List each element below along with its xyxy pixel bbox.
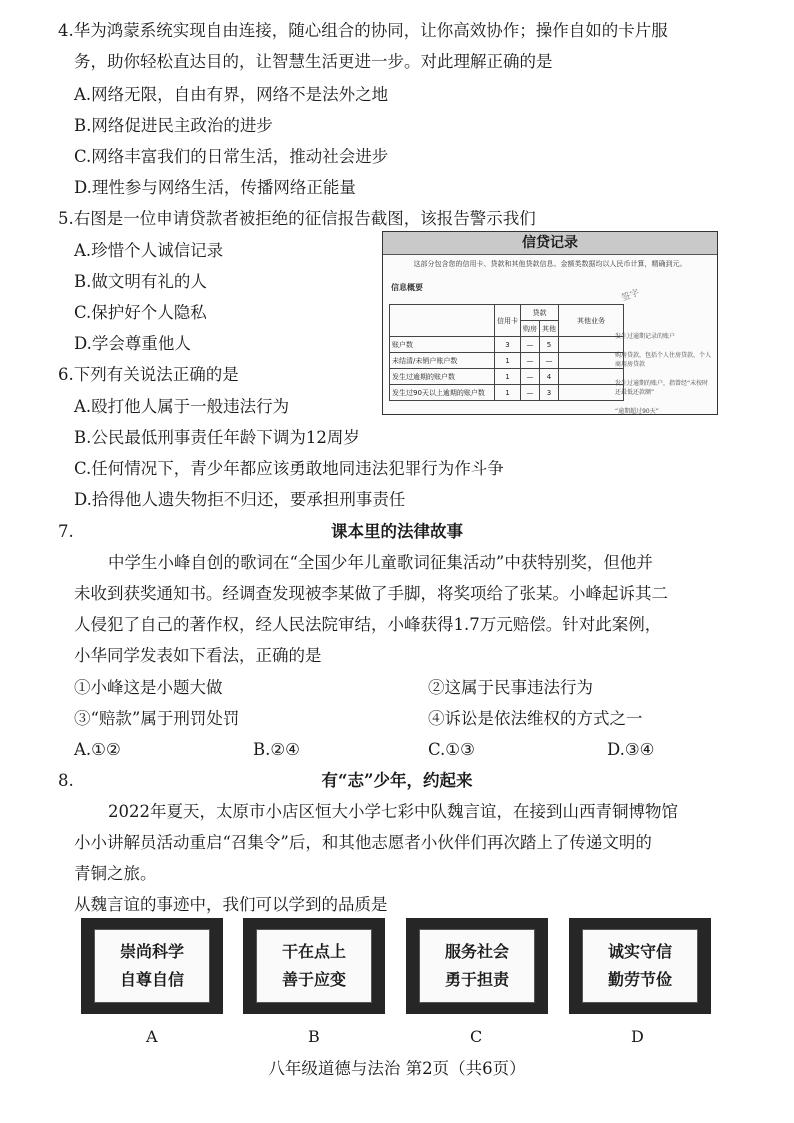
q5-option-c: C.保护好个人隐私 bbox=[74, 303, 207, 322]
q5-option-a: A.珍惜个人诚信记录 bbox=[74, 241, 224, 260]
q7-choice-a: A.①② bbox=[74, 740, 121, 759]
side-note: 购房贷款，包括个人住房贷款、个人商用房贷款 bbox=[615, 352, 712, 368]
q8-stem: 从魏言谊的事迹中，我们可以学到的品质是 bbox=[74, 895, 388, 914]
q8-para-line3: 青铜之旅。 bbox=[74, 864, 157, 883]
q5-option-d: D.学会尊重他人 bbox=[74, 334, 191, 353]
q8-option-box-d bbox=[569, 918, 711, 1014]
table-row bbox=[390, 369, 624, 385]
q7-number: 7. bbox=[58, 522, 74, 541]
q7-choice-c: C.①③ bbox=[428, 740, 475, 759]
side-note: 发生过逾期的账户，指曾经“未按时还最低还款额” bbox=[615, 380, 709, 396]
box-line: 干在点上 bbox=[281, 942, 346, 961]
q6-option-c: C.任何情况下，青少年都应该勇敢地同违法犯罪行为作斗争 bbox=[74, 459, 504, 478]
q5-option-b: B.做文明有礼的人 bbox=[74, 272, 207, 291]
side-note: 发生过逾期记录的账户 bbox=[615, 333, 676, 340]
q7-para-line3: 人侵犯了自己的著作权，经人民法院审结，小峰获得1.7万元赔偿。针对此案例， bbox=[74, 615, 662, 634]
box-line: 服务社会 bbox=[444, 942, 509, 961]
table-row bbox=[390, 337, 624, 353]
row-label: 发生过90天以上逾期的账户数 bbox=[390, 385, 495, 401]
box-line: 勇于担责 bbox=[444, 970, 509, 989]
q6-option-d: D.拾得他人遗失物拒不归还，要承担刑事责任 bbox=[74, 490, 406, 509]
box-inner bbox=[94, 929, 210, 1003]
table-row bbox=[390, 385, 624, 401]
q7-para-line2: 未收到获奖通知书。经调查发现被李某做了手脚，将奖项给了张某。小峰起诉其二 bbox=[74, 584, 668, 603]
cell: 3 bbox=[540, 385, 559, 401]
cell: — bbox=[540, 353, 559, 369]
box-line: 诚实守信 bbox=[607, 942, 672, 961]
credit-report-stamp: 签字 bbox=[620, 288, 641, 304]
credit-report-table bbox=[389, 304, 624, 401]
q8-option-box-c bbox=[406, 918, 548, 1014]
q8-letter-d: D bbox=[631, 1027, 644, 1046]
cell: — bbox=[521, 369, 540, 385]
cell: 3 bbox=[495, 337, 521, 353]
col-loan: 贷款 bbox=[521, 305, 559, 321]
table-row bbox=[390, 353, 624, 369]
q7-statement-3: ③“赔款”属于刑罚处罚 bbox=[74, 709, 240, 728]
q8-letter-a: A bbox=[146, 1027, 158, 1046]
q8-title: 有“志”少年，约起来 bbox=[321, 771, 473, 790]
box-line: 善于应变 bbox=[281, 970, 346, 989]
credit-report-note: 这部分包含您的信用卡、贷款和其他贷款信息。金额类数据均以人民币计算，精确到元。 bbox=[413, 260, 687, 268]
q5-stem: 5.右图是一位申请贷款者被拒绝的征信报告截图，该报告警示我们 bbox=[58, 209, 536, 228]
q8-letter-b: B bbox=[308, 1027, 320, 1046]
cell bbox=[559, 385, 624, 401]
q7-statement-2: ②这属于民事违法行为 bbox=[428, 678, 593, 697]
table-corner bbox=[390, 305, 495, 337]
q4-option-a: A.网络无限，自由有界，网络不是法外之地 bbox=[74, 85, 389, 104]
cell: 1 bbox=[495, 353, 521, 369]
row-label: 发生过逾期的账户数 bbox=[390, 369, 495, 385]
q8-para-line2: 小小讲解员活动重启“召集令”后，和其他志愿者小伙伴们再次踏上了传递文明的 bbox=[74, 833, 652, 852]
q8-option-box-a bbox=[81, 918, 223, 1014]
q7-title: 课本里的法律故事 bbox=[331, 522, 463, 541]
box-line: 崇尚科学 bbox=[119, 942, 184, 961]
credit-report-figure bbox=[382, 231, 718, 415]
q4-stem-line2: 务，助你轻松直达目的，让智慧生活更进一步。对此理解正确的是 bbox=[74, 52, 553, 71]
q4-option-c: C.网络丰富我们的日常生活，推动社会进步 bbox=[74, 147, 389, 166]
q6-option-b: B.公民最低刑事责任年龄下调为12周岁 bbox=[74, 428, 360, 447]
cell bbox=[559, 369, 624, 385]
page-footer: 八年级道德与法治 第2页（共6页） bbox=[268, 1059, 526, 1078]
q8-number: 8. bbox=[58, 771, 74, 790]
q7-para-line1: 中学生小峰自创的歌词在“全国少年儿童歌词征集活动”中获特别奖，但他并 bbox=[108, 553, 653, 572]
q4-stem-line1: 4.华为鸿蒙系统实现自由连接，随心组合的协同，让你高效协作；操作自如的卡片服 bbox=[58, 21, 668, 40]
cell: — bbox=[521, 337, 540, 353]
q4-option-b: B.网络促进民主政治的进步 bbox=[74, 116, 273, 135]
q7-para-line4: 小华同学发表如下看法，正确的是 bbox=[74, 646, 322, 665]
box-inner bbox=[419, 929, 535, 1003]
credit-report-side-notes bbox=[615, 332, 711, 415]
cell bbox=[559, 353, 624, 369]
col-credit-card: 信用卡 bbox=[495, 305, 521, 337]
credit-report-subtitle: 信息概要 bbox=[391, 283, 423, 292]
col-house: 购房 bbox=[521, 321, 540, 337]
box-line: 勤劳节俭 bbox=[607, 970, 672, 989]
credit-report-title: 信贷记录 bbox=[383, 232, 717, 255]
cell: — bbox=[521, 385, 540, 401]
box-inner bbox=[582, 929, 698, 1003]
cell: — bbox=[521, 353, 540, 369]
q6-option-a: A.殴打他人属于一般违法行为 bbox=[74, 397, 290, 416]
q7-choice-b: B.②④ bbox=[253, 740, 300, 759]
q8-letter-c: C bbox=[470, 1027, 483, 1046]
q7-choice-d: D.③④ bbox=[607, 740, 655, 759]
row-label: 账户数 bbox=[390, 337, 495, 353]
col-other: 其他 bbox=[540, 321, 559, 337]
box-line: 自尊自信 bbox=[119, 970, 184, 989]
cell bbox=[559, 337, 624, 353]
q8-option-box-b bbox=[243, 918, 385, 1014]
box-inner bbox=[256, 929, 372, 1003]
side-note: “逾期超过90天” bbox=[615, 408, 659, 415]
q7-statement-1: ①小峰这是小题大做 bbox=[74, 678, 223, 697]
row-label: 未结清/未销户账户数 bbox=[390, 353, 495, 369]
cell: 5 bbox=[540, 337, 559, 353]
q8-para-line1: 2022年夏天，太原市小店区恒大小学七彩中队魏言谊，在接到山西青铜博物馆 bbox=[108, 802, 678, 821]
cell: 1 bbox=[495, 369, 521, 385]
cell: 4 bbox=[540, 369, 559, 385]
q6-stem: 6.下列有关说法正确的是 bbox=[58, 365, 239, 384]
q4-option-d: D.理性参与网络生活，传播网络正能量 bbox=[74, 178, 356, 197]
col-other-business: 其他业务 bbox=[559, 305, 624, 337]
cell: 1 bbox=[495, 385, 521, 401]
q7-statement-4: ④诉讼是依法维权的方式之一 bbox=[428, 709, 643, 728]
